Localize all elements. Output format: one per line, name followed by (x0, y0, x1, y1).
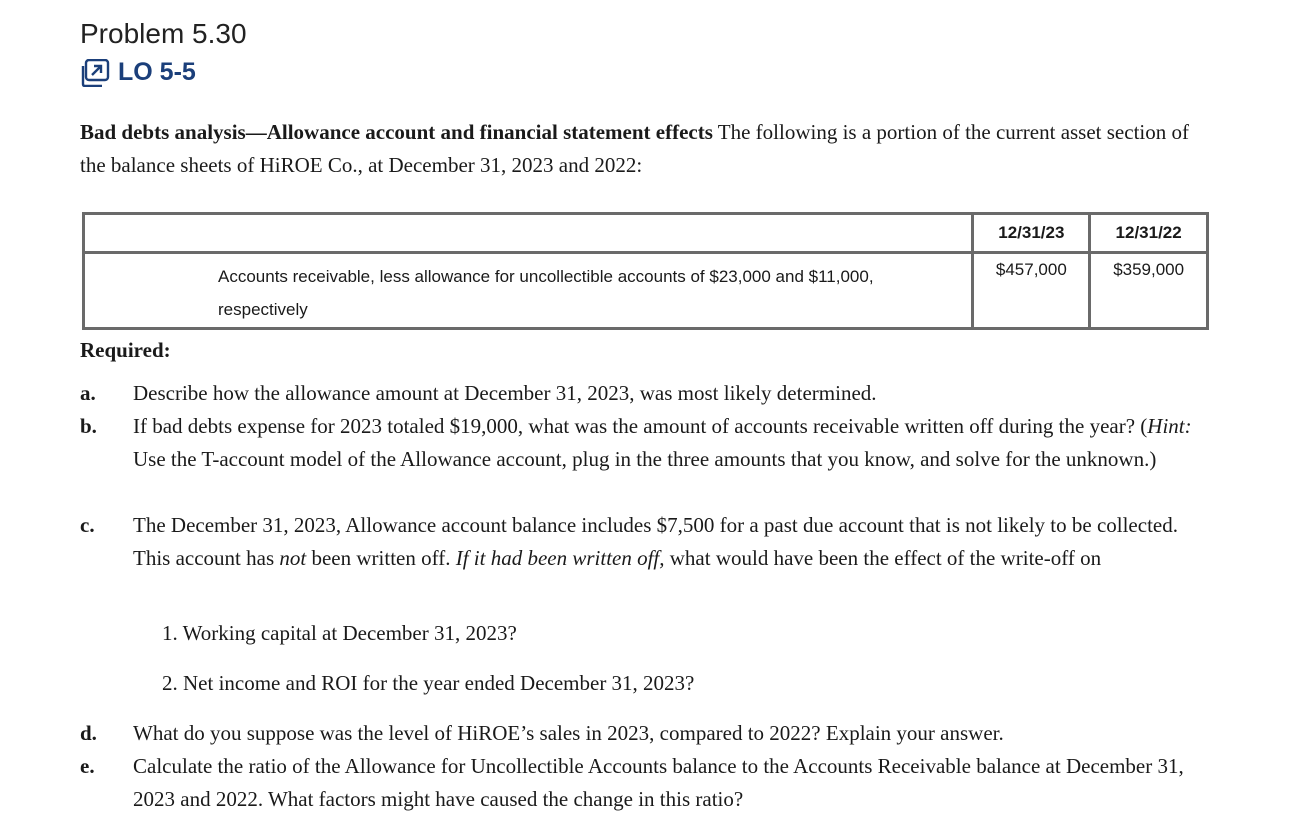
table-header-2022: 12/31/22 (1090, 214, 1208, 253)
item-c-text-part2: been written off. (306, 546, 456, 570)
item-d-text: What do you suppose was the level of HiROE’s sales in 2023, compared to 2022? Explain your answer. (133, 721, 1004, 745)
item-e (80, 750, 1210, 816)
item-c (80, 509, 1210, 575)
item-b-text (133, 410, 1210, 476)
item-c-text-part3: what would have been the effect of the write-off on (664, 546, 1102, 570)
table-header-2023: 12/31/23 (973, 214, 1090, 253)
table-header-row (84, 214, 1208, 253)
row-description: Accounts receivable, less allowance for uncollectible accounts of $23,000 and $11,000, respectively (84, 253, 973, 329)
item-a-text: Describe how the allowance amount at December 31, 2023, was most likely determined. (133, 381, 877, 405)
item-a-letter: a. (80, 381, 96, 405)
lo-label: LO 5-5 (118, 58, 196, 86)
problem-intro (80, 116, 1200, 182)
item-b-hint: Hint: (1147, 414, 1192, 438)
required-heading: Required: (80, 338, 171, 362)
intro-bold-title: Bad debts analysis—Allowance account and financial statement effects (80, 120, 713, 144)
table-header-blank (84, 214, 973, 253)
item-c-text (133, 509, 1210, 575)
item-c-sub-1: 1. Working capital at December 31, 2023? (162, 621, 517, 645)
row-value-2023: $457,000 (973, 253, 1090, 329)
external-link-icon (80, 59, 110, 87)
row-value-2022: $359,000 (1090, 253, 1208, 329)
intro-text: The following is a portion of the current asset section of the balance sheets of HiROE Co., at December 31, 2023 and 2022: (80, 120, 1189, 177)
balance-sheet-table (82, 212, 1209, 330)
item-a (80, 377, 1210, 410)
learning-objective-link[interactable] (80, 58, 196, 87)
item-e-letter: e. (80, 754, 95, 778)
table-row (84, 253, 1208, 329)
item-b-letter: b. (80, 414, 97, 438)
item-c-if-written: If it had been written off, (455, 546, 665, 570)
item-e-text: Calculate the ratio of the Allowance for Uncollectible Accounts balance to the Accounts Receivable balance at December 31, 2023 and 2022. What factors might have caused the change in this ratio? (133, 754, 1184, 811)
item-b-text-part2: Use the T-account model of the Allowance account, plug in the three amounts that you know, and solve for the unknown.) (133, 447, 1157, 471)
problem-title: Problem 5.30 (80, 18, 247, 49)
item-d-letter: d. (80, 721, 97, 745)
item-c-letter: c. (80, 513, 95, 537)
item-c-text-part1: The December 31, 2023, Allowance account balance includes $7,500 for a past due account that is not likely to be collected. This account has (133, 513, 1178, 570)
item-b (80, 410, 1210, 476)
item-c-sub-2: 2. Net income and ROI for the year ended December 31, 2023? (162, 671, 695, 695)
item-c-not: not (279, 546, 307, 570)
item-b-text-part1: If bad debts expense for 2023 totaled $19,000, what was the amount of accounts receivable written off during the year? ( (133, 414, 1148, 438)
item-d (80, 717, 1210, 750)
